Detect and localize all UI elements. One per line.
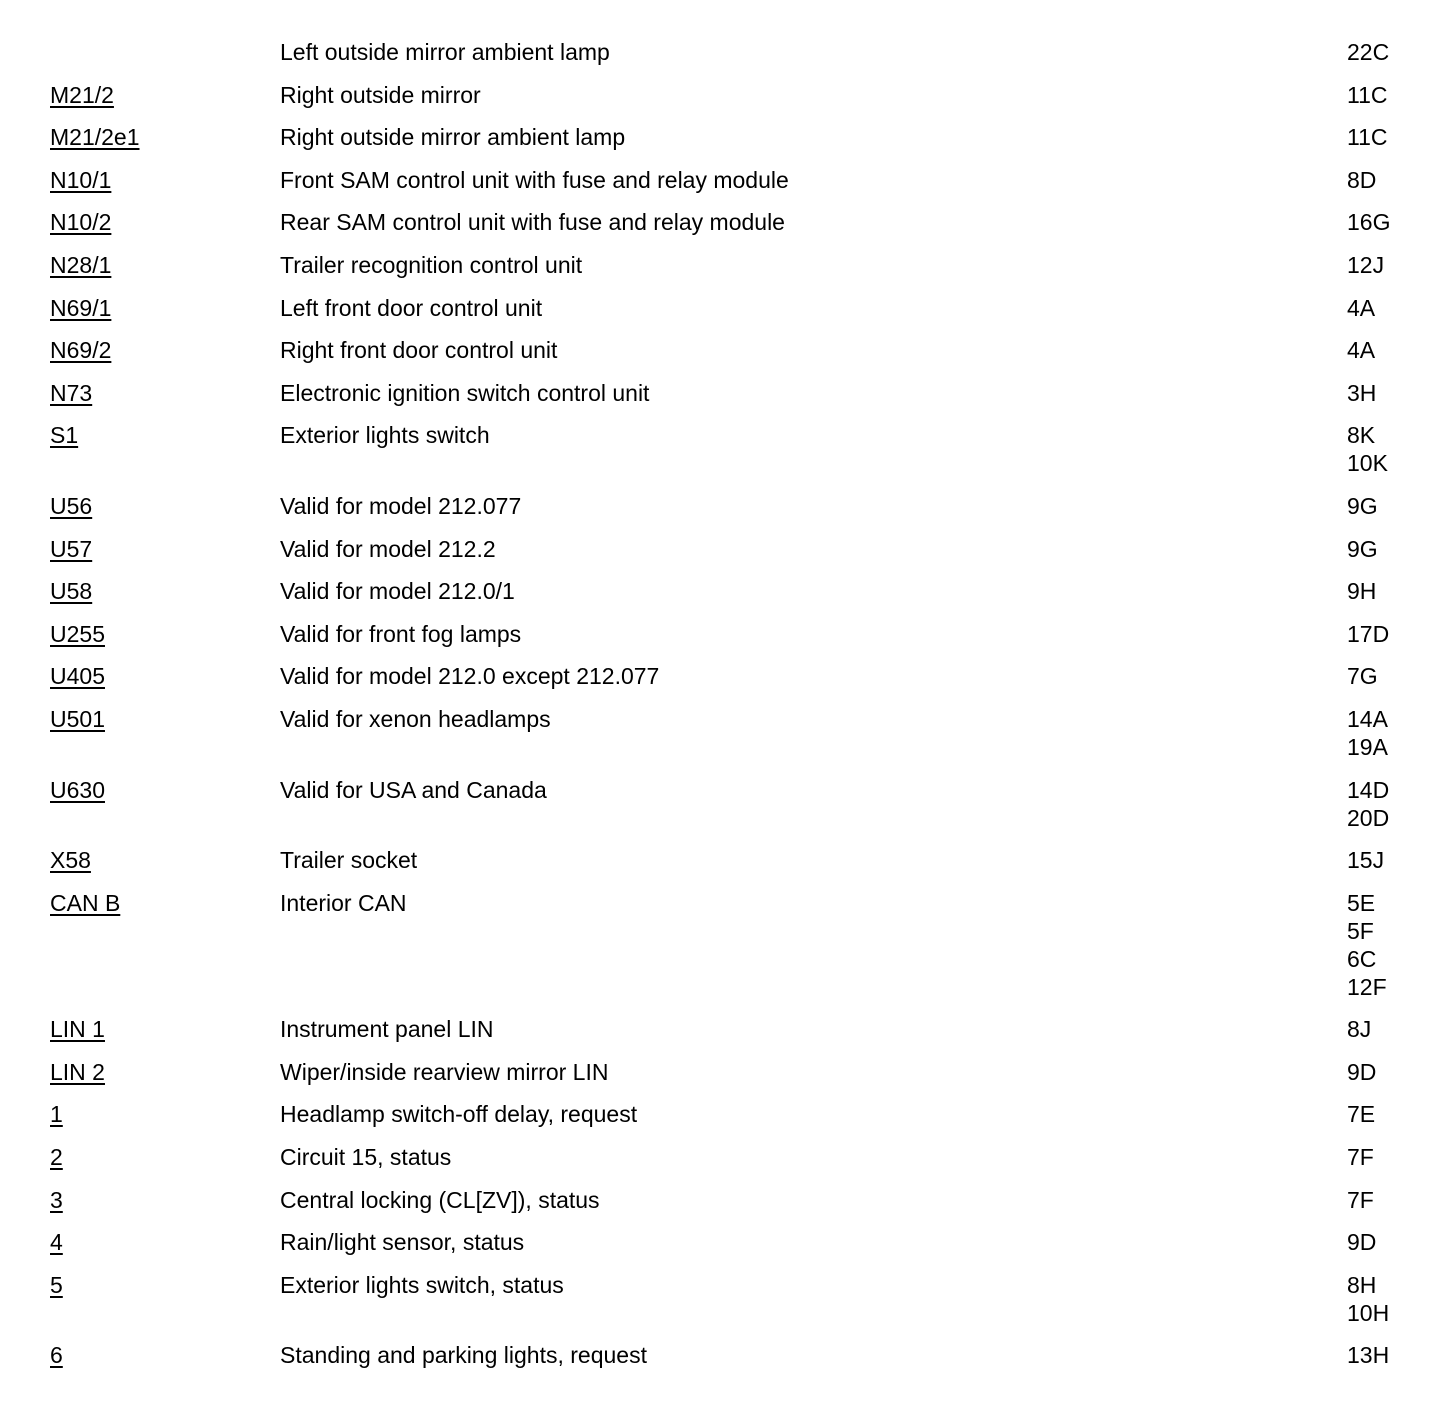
component-description: Right outside mirror ambient lamp	[280, 124, 626, 151]
component-description: Valid for USA and Canada	[280, 776, 547, 803]
component-description: Trailer socket	[280, 847, 418, 874]
component-code-link[interactable]: S1	[50, 422, 79, 449]
legend-row	[50, 1143, 1430, 1171]
component-code-link[interactable]: 6	[50, 1342, 63, 1369]
component-description: Valid for model 212.077	[280, 492, 522, 519]
grid-reference: 17D	[1347, 620, 1390, 647]
grid-reference-list	[1347, 1143, 1374, 1171]
legend-row	[50, 1058, 1430, 1086]
component-description: Front SAM control unit with fuse and relay module	[280, 166, 789, 193]
grid-reference: 9G	[1347, 535, 1378, 562]
legend-row	[50, 81, 1430, 109]
grid-reference-list	[1347, 492, 1378, 520]
grid-reference: 7F	[1347, 1144, 1374, 1171]
legend-row	[50, 1271, 1430, 1327]
grid-reference: 3H	[1347, 379, 1377, 406]
component-code-link[interactable]: 5	[50, 1271, 63, 1298]
component-description: Electronic ignition switch control unit	[280, 379, 650, 406]
grid-reference: 9D	[1347, 1058, 1377, 1085]
legend-row	[50, 123, 1430, 151]
grid-reference-list	[1347, 1015, 1371, 1043]
component-description: Rear SAM control unit with fuse and relay module	[280, 209, 785, 236]
component-code-link[interactable]: CAN B	[50, 889, 121, 916]
grid-reference: 9D	[1347, 1229, 1377, 1256]
grid-reference: 16G	[1347, 209, 1391, 236]
component-description: Right front door control unit	[280, 337, 558, 364]
component-code-link[interactable]: X58	[50, 847, 91, 874]
legend-row	[50, 577, 1430, 605]
grid-reference: 12F	[1347, 973, 1387, 1000]
legend-row	[50, 1341, 1430, 1369]
component-description: Headlamp switch-off delay, request	[280, 1101, 638, 1128]
component-description: Interior CAN	[280, 889, 407, 916]
component-description: Trailer recognition control unit	[280, 251, 583, 278]
legend-row	[50, 662, 1430, 690]
grid-reference-list	[1347, 1186, 1374, 1214]
legend-row	[50, 421, 1430, 477]
legend-row	[50, 1100, 1430, 1128]
grid-reference-list	[1347, 294, 1375, 322]
legend-row	[50, 208, 1430, 236]
grid-reference-list	[1347, 1100, 1375, 1128]
component-description: Valid for xenon headlamps	[280, 705, 551, 732]
grid-reference: 12J	[1347, 251, 1385, 278]
grid-reference: 8H	[1347, 1271, 1377, 1298]
grid-reference-list	[1347, 705, 1388, 761]
component-description: Rain/light sensor, status	[280, 1229, 525, 1256]
legend-row	[50, 535, 1430, 563]
component-description: Exterior lights switch	[280, 422, 490, 449]
component-description: Valid for model 212.0 except 212.077	[280, 663, 660, 690]
grid-reference-list	[1347, 1341, 1389, 1369]
legend-row	[50, 166, 1430, 194]
component-description: Right outside mirror	[280, 81, 481, 108]
component-code-link[interactable]: U630	[50, 776, 105, 803]
component-code-link[interactable]: N69/1	[50, 294, 112, 321]
grid-reference: 4A	[1347, 337, 1376, 364]
grid-reference-list	[1347, 421, 1388, 477]
grid-reference-list	[1347, 1228, 1376, 1256]
grid-reference-list	[1347, 620, 1389, 648]
component-description: Exterior lights switch, status	[280, 1271, 564, 1298]
grid-reference: 5F	[1347, 917, 1374, 944]
component-code-link[interactable]: LIN 2	[50, 1058, 105, 1085]
legend-row	[50, 846, 1430, 874]
grid-reference: 10K	[1347, 450, 1388, 477]
grid-reference: 15J	[1347, 847, 1385, 874]
grid-reference-list	[1347, 662, 1378, 690]
component-code-link[interactable]: M21/2e1	[50, 124, 140, 151]
component-code-link[interactable]: U57	[50, 535, 93, 562]
component-description: Valid for model 212.0/1	[280, 578, 515, 605]
grid-reference: 7F	[1347, 1186, 1374, 1213]
grid-reference: 19A	[1347, 733, 1388, 760]
grid-reference: 4A	[1347, 294, 1376, 321]
component-code-link[interactable]: U58	[50, 578, 93, 605]
component-code-link[interactable]: U405	[50, 663, 105, 690]
component-description: Valid for front fog lamps	[280, 620, 522, 647]
legend-row	[50, 492, 1430, 520]
legend-row	[50, 620, 1430, 648]
grid-reference: 7G	[1347, 663, 1378, 690]
component-description: Wiper/inside rearview mirror LIN	[280, 1058, 609, 1085]
grid-reference-list	[1347, 336, 1375, 364]
grid-reference: 9G	[1347, 492, 1378, 519]
grid-reference-list	[1347, 81, 1388, 109]
grid-reference: 10H	[1347, 1299, 1390, 1326]
grid-reference-list	[1347, 535, 1378, 563]
component-code-link[interactable]: U501	[50, 705, 105, 732]
component-description: Central locking (CL[ZV]), status	[280, 1186, 600, 1213]
legend-row	[50, 1228, 1430, 1256]
legend-row	[50, 251, 1430, 279]
legend-row	[50, 379, 1430, 407]
legend-row	[50, 38, 1430, 66]
legend-row	[50, 889, 1430, 1001]
grid-reference: 7E	[1347, 1101, 1376, 1128]
grid-reference-list	[1347, 846, 1384, 874]
component-code-link[interactable]: 3	[50, 1186, 63, 1213]
component-code-link[interactable]: U255	[50, 620, 105, 647]
grid-reference-list	[1347, 577, 1376, 605]
grid-reference: 8K	[1347, 422, 1376, 449]
component-code-link[interactable]: N73	[50, 379, 93, 406]
grid-reference-list	[1347, 1058, 1376, 1086]
grid-reference: 5E	[1347, 889, 1376, 916]
grid-reference-list	[1347, 208, 1390, 236]
component-description: Standing and parking lights, request	[280, 1342, 647, 1369]
grid-reference-list	[1347, 776, 1389, 832]
grid-reference: 22C	[1347, 39, 1390, 65]
grid-reference-list	[1347, 123, 1388, 151]
grid-reference-list	[1347, 889, 1387, 1001]
legend-row	[50, 705, 1430, 761]
component-code-link[interactable]: LIN 1	[50, 1016, 105, 1043]
component-code-link[interactable]: 2	[50, 1144, 63, 1171]
grid-reference-list	[1347, 166, 1376, 194]
component-code-link[interactable]: U56	[50, 492, 93, 519]
grid-reference: 8J	[1347, 1016, 1372, 1043]
grid-reference-list	[1347, 1271, 1389, 1327]
grid-reference: 14A	[1347, 705, 1388, 732]
legend-row	[50, 1015, 1430, 1043]
grid-reference: 20D	[1347, 804, 1390, 831]
component-code-link[interactable]: 4	[50, 1229, 63, 1256]
legend-row	[50, 294, 1430, 322]
component-code-link[interactable]: 1	[50, 1101, 63, 1128]
grid-reference: 6C	[1347, 945, 1377, 972]
component-code-link[interactable]: N10/1	[50, 166, 112, 193]
component-description: Valid for model 212.2	[280, 535, 496, 562]
grid-reference: 9H	[1347, 578, 1377, 605]
component-legend-list	[50, 38, 1430, 1384]
grid-reference: 11C	[1347, 124, 1388, 151]
component-description: Left outside mirror ambient lamp	[280, 39, 610, 65]
component-description: Instrument panel LIN	[280, 1016, 494, 1043]
grid-reference: 11C	[1347, 81, 1388, 108]
grid-reference: 14D	[1347, 776, 1390, 803]
grid-reference: 8D	[1347, 166, 1377, 193]
grid-reference: 13H	[1347, 1342, 1390, 1369]
legend-row	[50, 776, 1430, 832]
component-code-link[interactable]: N10/2	[50, 209, 112, 236]
component-code-link[interactable]: M21/2	[50, 81, 114, 108]
legend-row	[50, 336, 1430, 364]
grid-reference-list	[1347, 379, 1376, 407]
grid-reference-list	[1347, 251, 1384, 279]
grid-reference-list	[1347, 38, 1389, 66]
component-code-link[interactable]: N69/2	[50, 337, 112, 364]
component-code-link[interactable]: N28/1	[50, 251, 112, 278]
legend-row	[50, 1186, 1430, 1214]
component-description: Circuit 15, status	[280, 1144, 452, 1171]
component-description: Left front door control unit	[280, 294, 543, 321]
